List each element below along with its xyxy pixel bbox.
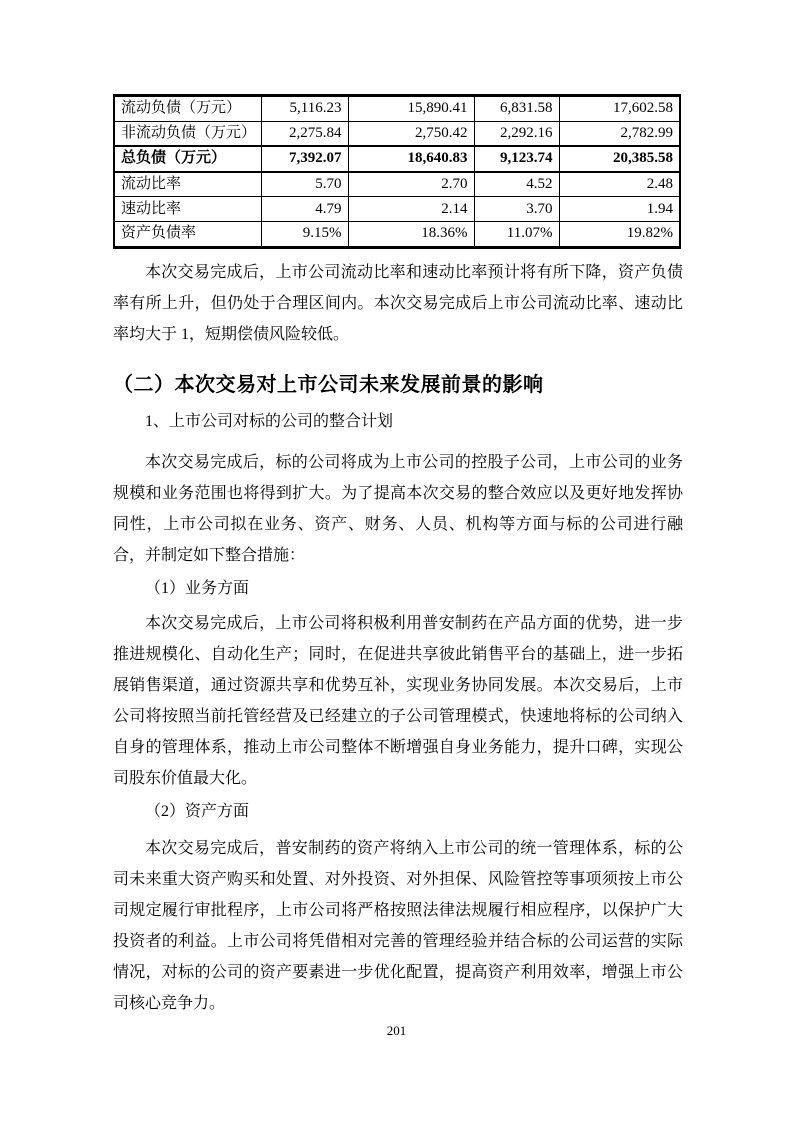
table-cell: 5,116.23 [261,96,348,122]
sub-heading-business-aspect: （1）业务方面 [145,579,250,597]
page-number: 201 [386,1023,407,1038]
table-cell: 15,890.41 [348,96,474,122]
table-cell: 2,782.99 [559,121,680,146]
paragraph-asset-aspect: 本次交易完成后，普安制药的资产将纳入上市公司的统一管理体系，标的公司未来重大资产购买和处置、对外投资、对外担保、风险管控等事项须按上市公司规定履行审批程序，上市公司将严格按照法律法规履行相应程序，以保护广大投资者的利益。上市公司将凭借相对完善的管理经验并结合标的公司运营的实际情况，对标的公司的资产要素进一步优化配置，提高资产利用效率，增强上市公司核心竞争力。 [113,839,683,1012]
financial-indicators-table [113,94,681,249]
table-cell: 9.15% [261,221,348,247]
paragraph-integration-overview: 本次交易完成后，标的公司将成为上市公司的控股子公司，上市公司的业务规模和业务范围也将得到扩大。为了提高本次交易的整合效应以及更好地发挥协同性，上市公司拟在业务、资产、财务、人员、机构等方面与标的公司进行融合，并制定如下整合措施： [113,453,683,564]
table-cell: 资产负债率 [114,221,261,247]
table-cell: 6,831.58 [474,96,559,122]
table-cell: 流动比率 [114,172,261,197]
table-cell: 3.70 [474,197,559,222]
table-cell: 2,275.84 [261,121,348,146]
table-row-quick-ratio [114,197,680,222]
page-content [113,0,683,1019]
table-cell: 2,750.42 [348,121,474,146]
table-cell: 7,392.07 [261,146,348,172]
table-cell: 2.48 [559,172,680,197]
table-cell: 5.70 [261,172,348,197]
table-cell: 17,602.58 [559,96,680,122]
table-cell: 总负债（万元） [114,146,261,172]
table-cell: 9,123.74 [474,146,559,172]
table-cell: 非流动负债（万元） [114,121,261,146]
sub-heading-integration-plan: 1、上市公司对标的公司的整合计划 [145,412,394,430]
table-cell: 2.70 [348,172,474,197]
table-cell: 19.82% [559,221,680,247]
table-cell: 1.94 [559,197,680,222]
table-cell: 2.14 [348,197,474,222]
table-row-debt-asset-ratio [114,221,680,247]
table-cell: 20,385.58 [559,146,680,172]
table-row-current-liabilities [114,96,680,122]
paragraph-business-aspect: 本次交易完成后，上市公司将积极利用普安制药在产品方面的优势，进一步推进规模化、自动化生产；同时，在促进共享彼此销售平台的基础上，进一步拓展销售渠道，通过资源共享和优势互补，实现业务协同发展。本次交易后，上市公司将按照当前托管经营及已经建立的子公司管理模式，快速地将标的公司纳入自身的管理体系，推动上市公司整体不断增强自身业务能力，提升口碑，实现公司股东价值最大化。 [113,614,683,787]
paragraph-ratio-analysis: 本次交易完成后，上市公司流动比率和速动比率预计将有所下降，资产负债率有所上升，但仍处于合理区间内。本次交易完成后上市公司流动比率、速动比率均大于 1，短期偿债风险较低。 [113,263,683,343]
table-row-total-liabilities [114,146,680,172]
table-cell: 18.36% [348,221,474,247]
table-cell: 4.52 [474,172,559,197]
table-cell: 11.07% [474,221,559,247]
table-cell: 2,292.16 [474,121,559,146]
table-cell: 18,640.83 [348,146,474,172]
table-cell: 4.79 [261,197,348,222]
table-cell: 流动负债（万元） [114,96,261,122]
table-cell: 速动比率 [114,197,261,222]
section-heading-future-development: （二）本次交易对上市公司未来发展前景的影响 [113,373,544,396]
table-row-noncurrent-liabilities [114,121,680,146]
table-row-current-ratio [114,172,680,197]
sub-heading-asset-aspect: （2）资产方面 [145,802,250,820]
